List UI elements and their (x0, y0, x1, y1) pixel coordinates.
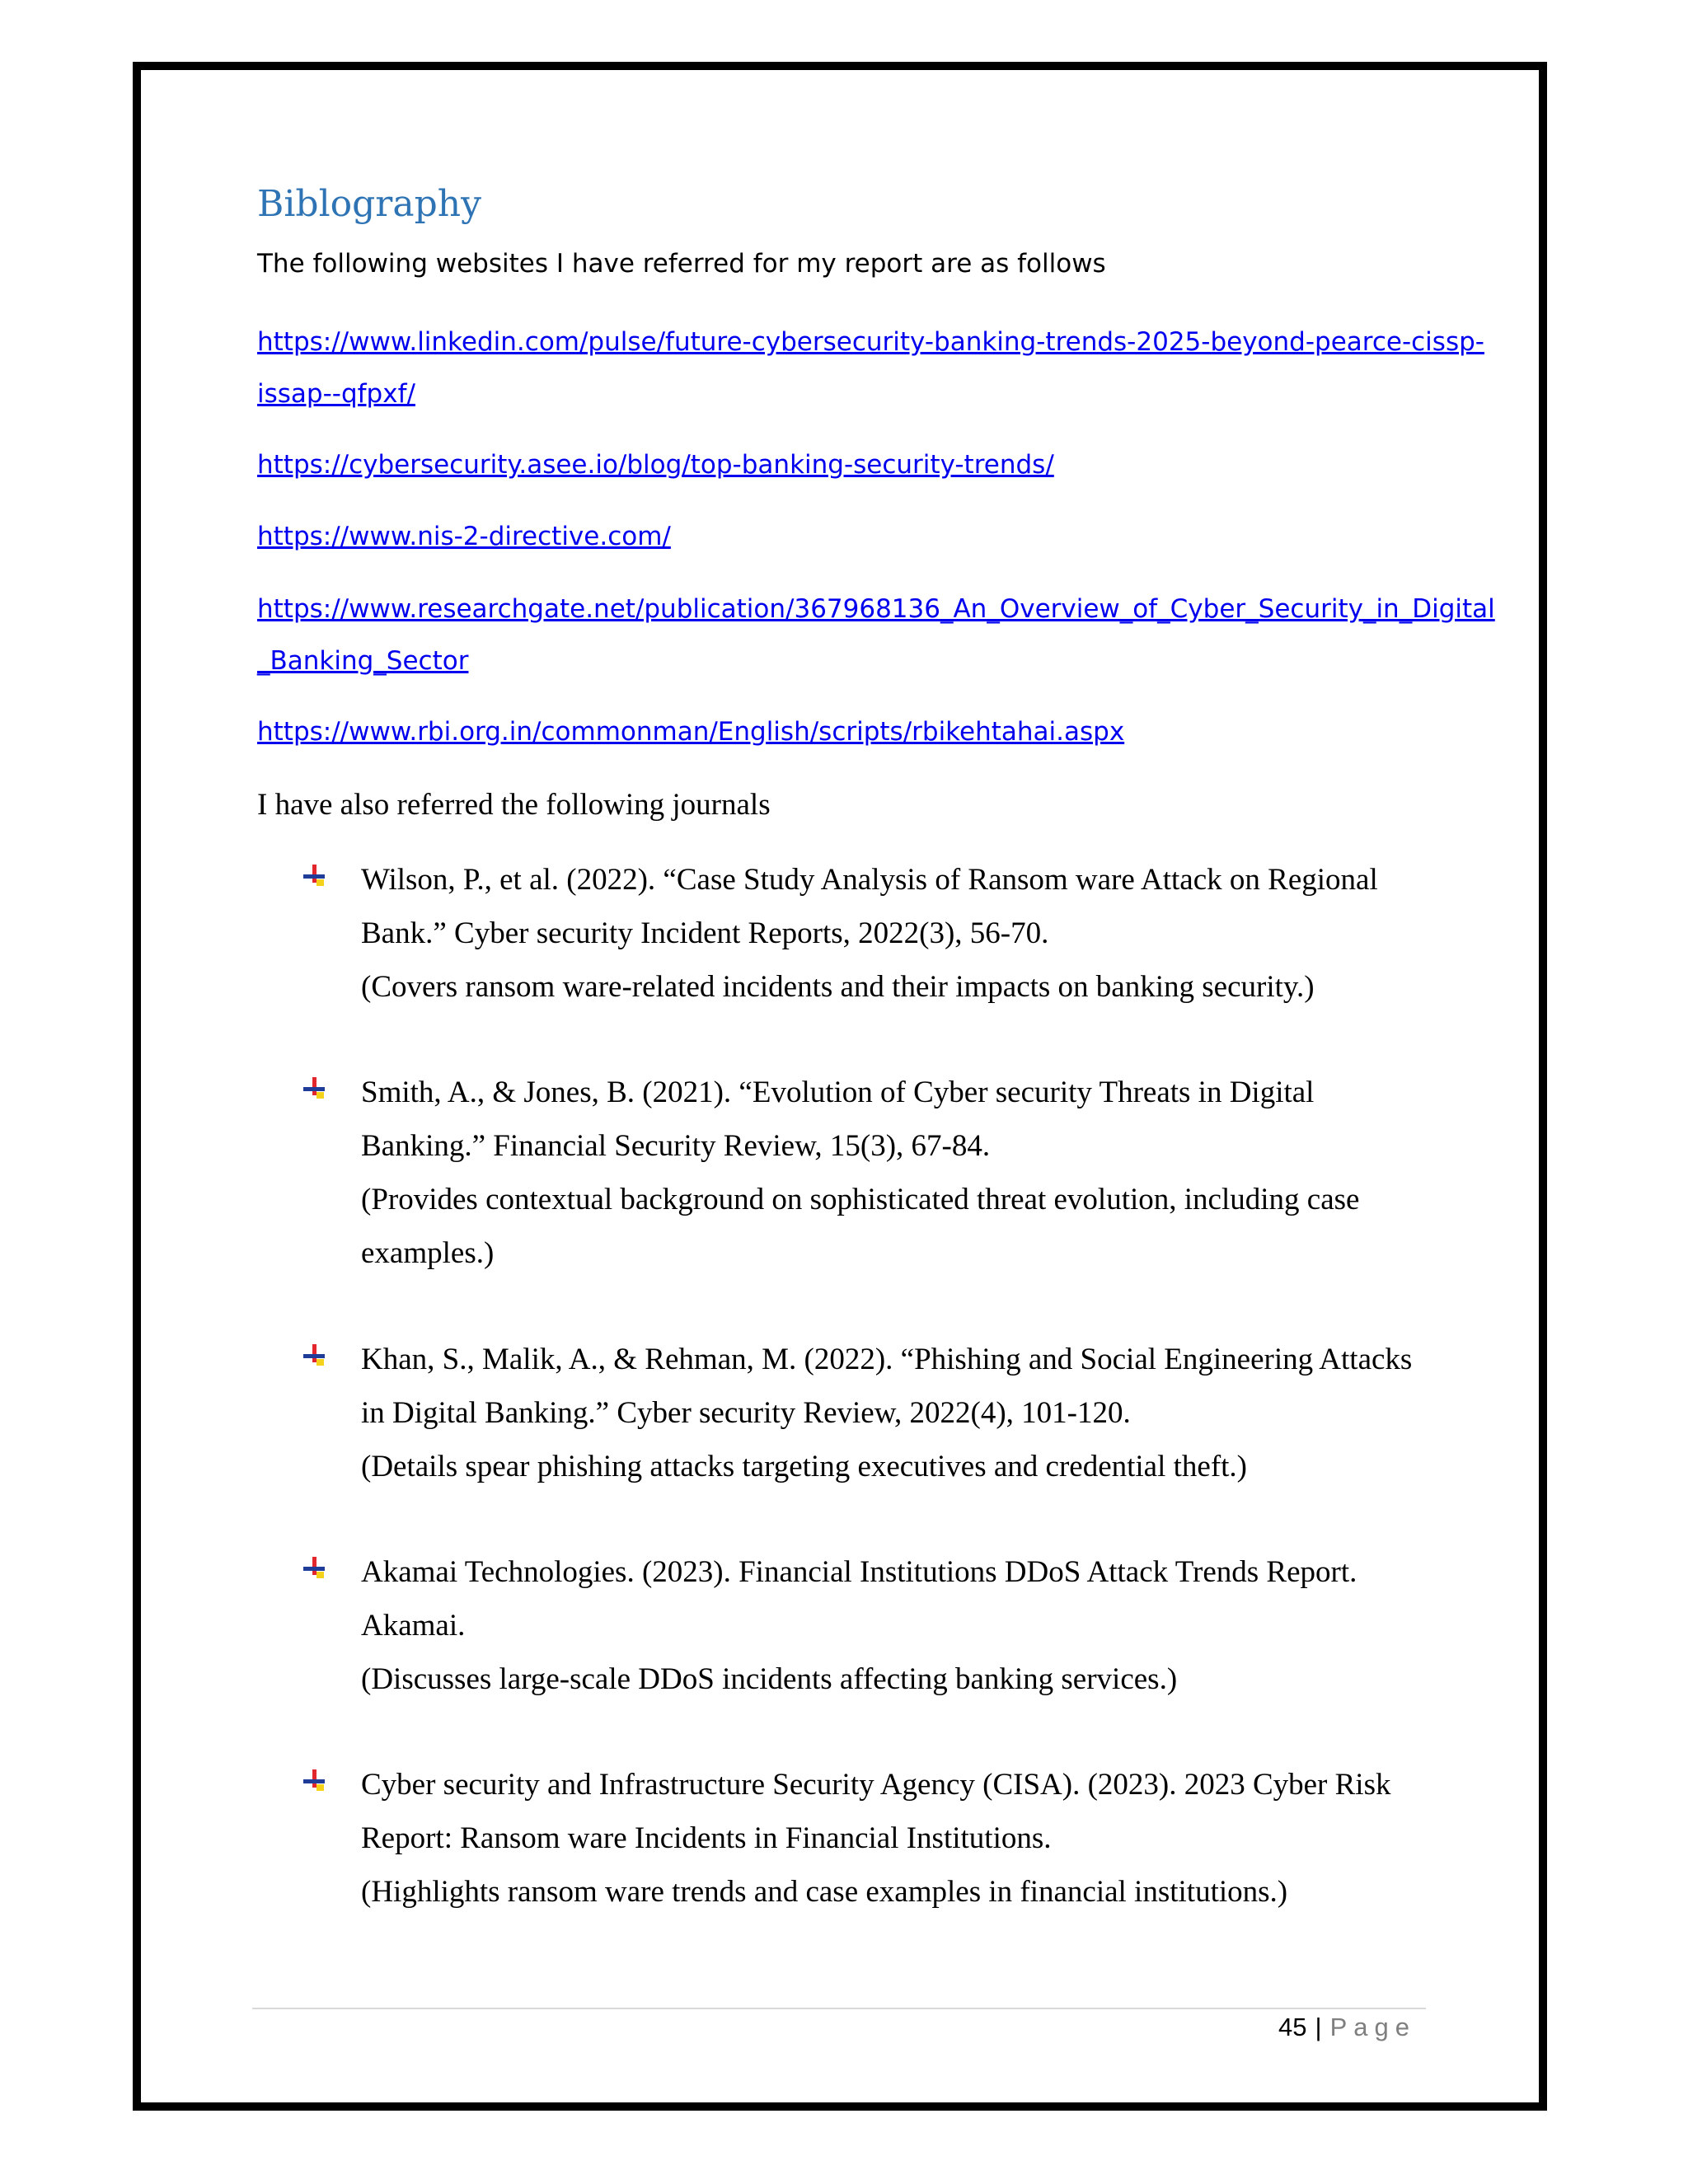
reference-link-researchgate[interactable] (257, 583, 1495, 687)
reference-line: Banking.” Financial Security Review, 15(3), 67-84. (361, 1129, 991, 1163)
reference-line: Bank.” Cyber security Incident Reports, 2022(3), 56-70. (361, 916, 1049, 950)
page-title: Biblography (257, 183, 481, 225)
link-line: _Banking_Sector (257, 646, 469, 676)
footer-separator: | (1315, 2013, 1322, 2041)
reference-link-nis2[interactable] (257, 511, 671, 563)
journal-reference (303, 1758, 1457, 1919)
reference-line: Report: Ransom ware Incidents in Financial Institutions. (361, 1821, 1052, 1855)
reference-line: Smith, A., & Jones, B. (2021). “Evolution of Cyber security Threats in Digital (361, 1076, 1315, 1109)
reference-line: Khan, S., Malik, A., & Rehman, M. (2022). “Phishing and Social Engineering Attacks (361, 1343, 1413, 1376)
page-number: 45 (1278, 2013, 1307, 2041)
reference-line: Akamai. (361, 1609, 466, 1643)
reference-link-rbi[interactable] (257, 706, 1124, 758)
footer-divider (252, 2008, 1426, 2009)
reference-line: in Digital Banking.” Cyber security Review, 2022(4), 101-120. (361, 1396, 1131, 1430)
journal-reference (303, 1066, 1457, 1280)
arrow-bullet-icon (303, 1557, 325, 1582)
reference-link-asee[interactable] (257, 439, 1054, 491)
reference-line: (Discusses large-scale DDoS incidents affecting banking services.) (361, 1662, 1178, 1696)
reference-line: (Covers ransom ware-related incidents and their impacts on banking security.) (361, 970, 1315, 1004)
reference-link-linkedin[interactable] (257, 316, 1484, 420)
page-label: Page (1329, 2013, 1416, 2041)
link-line: issap--qfpxf/ (257, 379, 415, 409)
reference-line: (Provides contextual background on sophisticated threat evolution, including case (361, 1183, 1360, 1216)
arrow-bullet-icon (303, 865, 325, 889)
reference-line: (Details spear phishing attacks targeting executives and credential theft.) (361, 1450, 1248, 1483)
link-line: https://www.rbi.org.in/commonman/English/scripts/rbikehtahai.aspx (257, 717, 1125, 747)
reference-line: examples.) (361, 1236, 495, 1270)
arrow-bullet-icon (303, 1344, 325, 1369)
reference-line: Akamai Technologies. (2023). Financial Institutions DDoS Attack Trends Report. (361, 1555, 1357, 1589)
intro-text: The following websites I have referred for my report are as follows (257, 249, 1106, 279)
journal-reference (303, 1333, 1457, 1493)
link-line: https://www.nis-2-directive.com/ (257, 522, 671, 551)
page-footer (1278, 2013, 1416, 2042)
journals-intro: I have also referred the following journals (257, 788, 771, 822)
journal-reference (303, 1545, 1457, 1706)
link-line: https://www.linkedin.com/pulse/future-cybersecurity-banking-trends-2025-beyond-pearce-cissp- (257, 327, 1484, 357)
reference-line: Wilson, P., et al. (2022). “Case Study Analysis of Ransom ware Attack on Regional (361, 863, 1378, 897)
link-line: https://www.researchgate.net/publication/367968136_An_Overview_of_Cyber_Security_in_Digital (257, 594, 1495, 624)
arrow-bullet-icon (303, 1077, 325, 1102)
reference-line: (Highlights ransom ware trends and case examples in financial institutions.) (361, 1875, 1288, 1909)
link-line: https://cybersecurity.asee.io/blog/top-banking-security-trends/ (257, 450, 1054, 480)
arrow-bullet-icon (303, 1769, 325, 1794)
reference-line: Cyber security and Infrastructure Security Agency (CISA). (2023). 2023 Cyber Risk (361, 1768, 1391, 1802)
journal-reference (303, 853, 1457, 1014)
